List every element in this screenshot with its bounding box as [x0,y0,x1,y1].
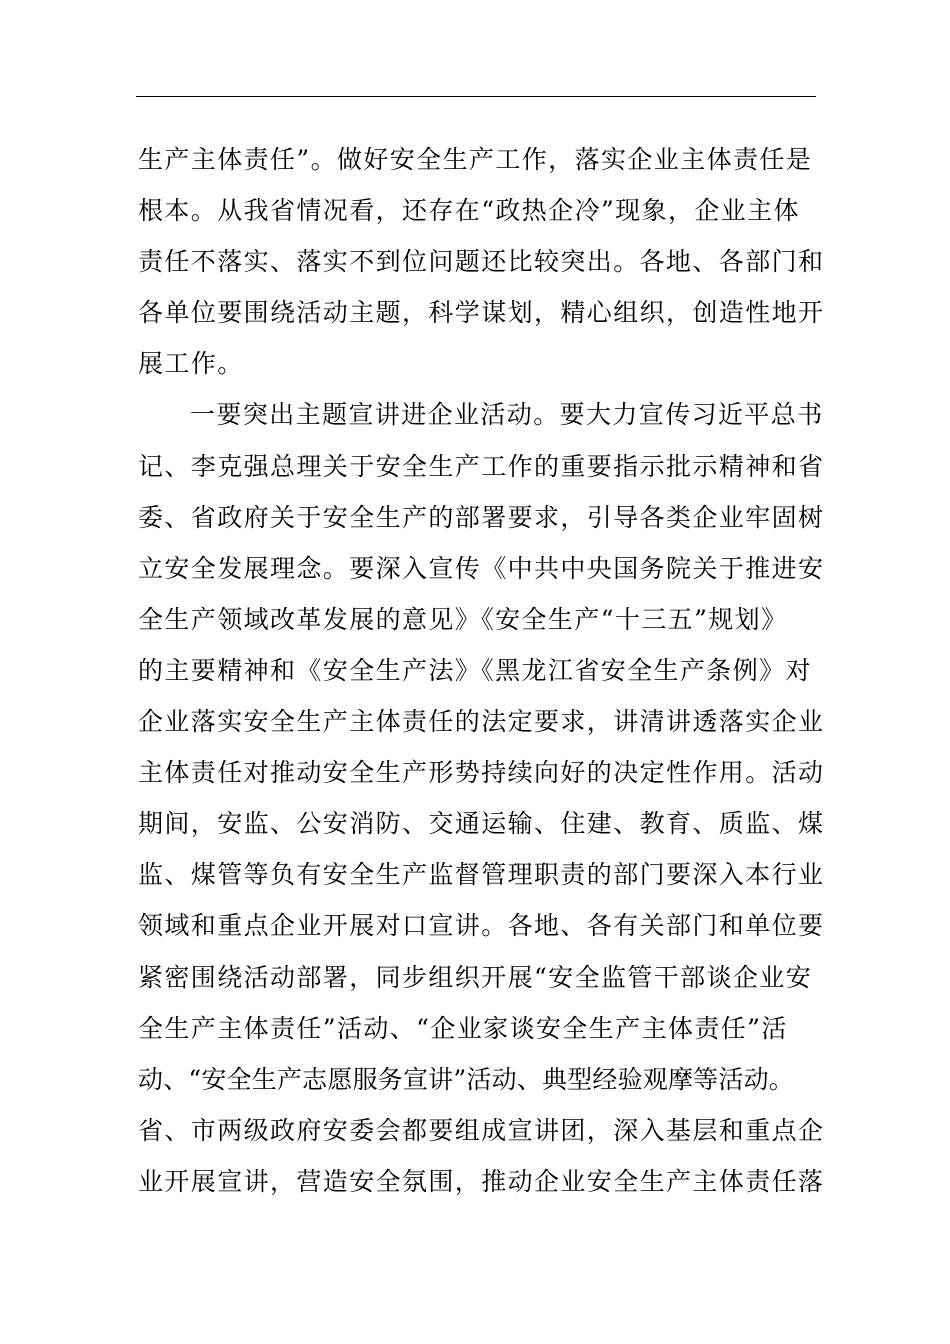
text-line: 主体责任对推动安全生产形势持续向好的决定性作用。活动 [138,758,825,788]
text-line: 动、“安全生产志愿服务宣讲”活动、典型经验观摩等活动。 [138,1064,794,1094]
text-line: 立安全发展理念。要深入宣传《中共中央国务院关于推进安 [138,553,825,583]
text-line-indented: 一要突出主题宣讲进企业活动。要大力宣传习近平总书 [190,400,824,430]
text-line: 省、市两级政府安委会都要组成宣讲团，深入基层和重点企 [138,1115,825,1145]
text-line: 紧密围绕活动部署，同步组织开展“安全监管干部谈企业安 [138,962,813,992]
text-line: 监、煤管等负有安全生产监督管理职责的部门要深入本行业 [138,860,825,890]
text-line: 责任不落实、落实不到位问题还比较突出。各地、各部门和 [138,247,825,277]
text-line: 记、李克强总理关于安全生产工作的重要指示批示精神和省 [138,451,825,481]
text-line: 各单位要围绕活动主题，科学谋划，精心组织，创造性地开 [138,298,825,328]
text-line: 企业落实安全生产主体责任的法定要求，讲清讲透落实企业 [138,707,825,737]
body-text [138,134,825,1207]
text-line: 的主要精神和《安全生产法》《黑龙江省安全生产条例》对 [138,655,812,685]
text-line: 全生产领域改革发展的意见》《安全生产“十三五”规划》 [138,604,788,634]
text-line: 业开展宣讲，营造安全氛围，推动企业安全生产主体责任落 [138,1166,825,1196]
text-line: 根本。从我省情况看，还存在“政热企冷”现象，企业主体 [138,196,800,226]
text-line: 委、省政府关于安全生产的部署要求，引导各类企业牢固树 [138,502,825,532]
text-line: 期间，安监、公安消防、交通运输、住建、教育、质监、煤 [138,809,825,839]
text-line: 展工作。 [138,349,244,379]
text-line: 全生产主体责任”活动、“企业家谈安全生产主体责任”活 [138,1013,788,1043]
text-line: 生产主体责任”。做好安全生产工作，落实企业主体责任是 [138,145,813,174]
header-rule [136,96,816,97]
text-line: 领域和重点企业开展对口宣讲。各地、各有关部门和单位要 [138,911,825,941]
